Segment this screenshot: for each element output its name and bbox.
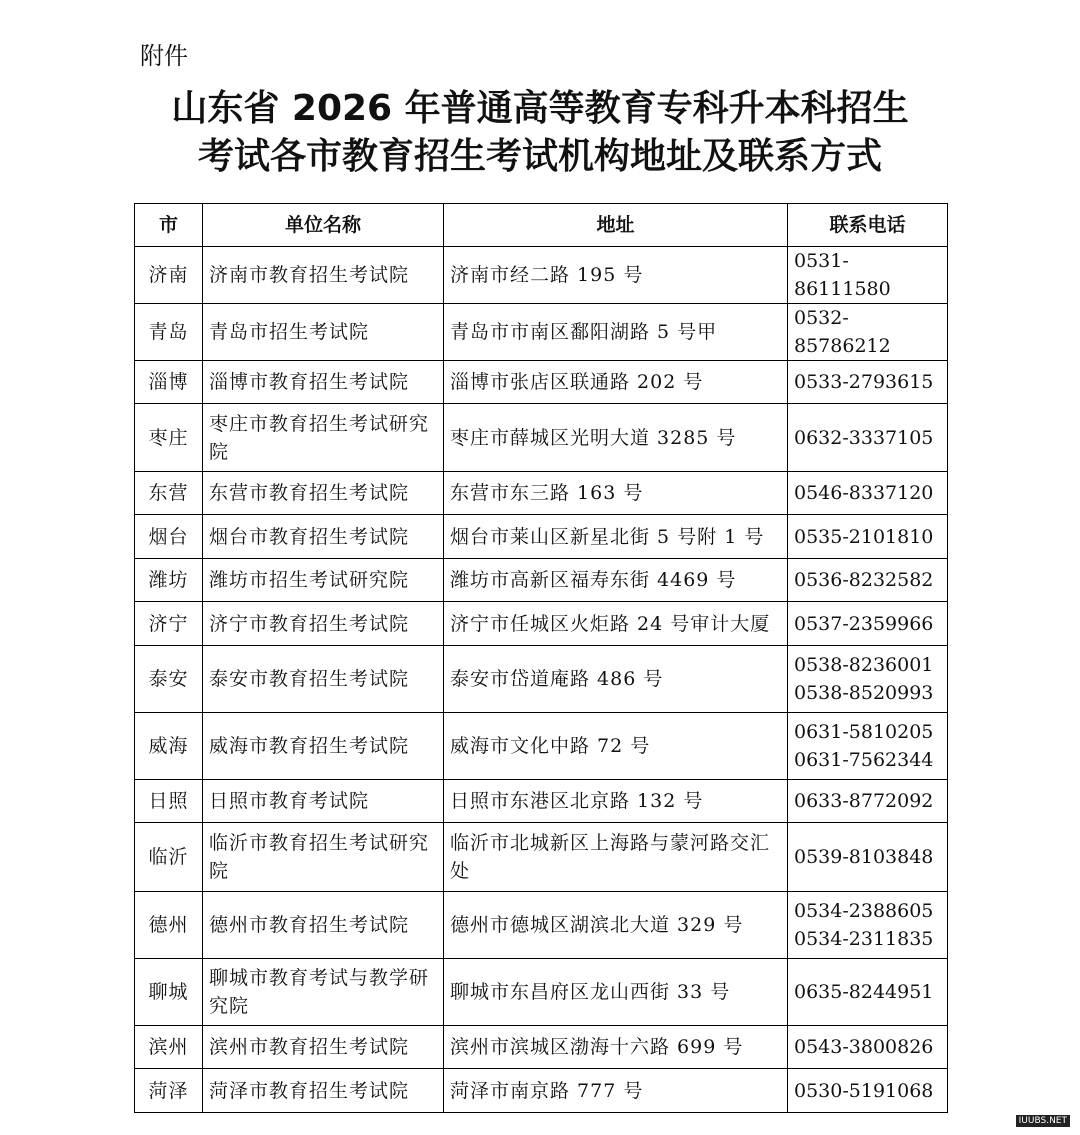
header-phone: 联系电话	[788, 204, 948, 247]
org-name-cell: 德州市教育招生考试院	[203, 892, 444, 959]
org-name-cell: 滨州市教育招生考试院	[203, 1026, 444, 1069]
address-cell: 枣庄市薛城区光明大道 3285 号	[444, 404, 788, 472]
phone-cell	[788, 361, 948, 404]
city-cell: 东营	[135, 472, 203, 515]
address-cell: 临沂市北城新区上海路与蒙河路交汇处	[444, 823, 788, 892]
phone-number: 0631-7562344	[794, 749, 934, 771]
city-cell: 滨州	[135, 1026, 203, 1069]
table-row	[135, 892, 948, 959]
org-name-cell: 枣庄市教育招生考试研究院	[203, 404, 444, 472]
city-cell: 泰安	[135, 646, 203, 713]
city-cell: 日照	[135, 780, 203, 823]
phone-cell	[788, 823, 948, 892]
header-org: 单位名称	[203, 204, 444, 247]
phone-cell	[788, 892, 948, 959]
table-row	[135, 304, 948, 361]
phone-number: 0531-86111580	[794, 250, 891, 300]
phone-number: 0538-8236001	[794, 654, 934, 676]
org-name-cell: 临沂市教育招生考试研究院	[203, 823, 444, 892]
city-cell: 淄博	[135, 361, 203, 404]
header-address: 地址	[444, 204, 788, 247]
phone-cell	[788, 959, 948, 1026]
phone-number: 0543-3800826	[794, 1036, 934, 1058]
org-name-cell: 青岛市招生考试院	[203, 304, 444, 361]
table-row	[135, 1026, 948, 1069]
document-title-line2: 考试各市教育招生考试机构地址及联系方式	[197, 136, 882, 177]
city-cell: 济宁	[135, 602, 203, 646]
table-row	[135, 646, 948, 713]
phone-cell	[788, 646, 948, 713]
table-row	[135, 361, 948, 404]
address-cell: 威海市文化中路 72 号	[444, 713, 788, 780]
table-row	[135, 1069, 948, 1113]
document-title-line1: 山东省 2026 年普通高等教育专科升本科招生	[171, 88, 909, 129]
city-cell: 济南	[135, 247, 203, 304]
table-row	[135, 959, 948, 1026]
org-name-cell: 济宁市教育招生考试院	[203, 602, 444, 646]
city-cell: 威海	[135, 713, 203, 780]
address-cell: 济宁市任城区火炬路 24 号审计大厦	[444, 602, 788, 646]
phone-number: 0635-8244951	[794, 981, 934, 1003]
phone-number: 0530-5191068	[794, 1079, 934, 1102]
org-name-cell: 日照市教育考试院	[203, 780, 444, 823]
table-row	[135, 404, 948, 472]
address-cell: 滨州市滨城区渤海十六路 699 号	[444, 1026, 788, 1069]
city-cell: 菏泽	[135, 1069, 203, 1113]
org-name-cell: 菏泽市教育招生考试院	[203, 1069, 444, 1113]
phone-number: 0631-5810205	[794, 721, 934, 743]
address-cell: 东营市东三路 163 号	[444, 472, 788, 515]
address-cell: 烟台市莱山区新星北街 5 号附 1 号	[444, 515, 788, 559]
phone-cell	[788, 559, 948, 602]
phone-number: 0546-8337120	[794, 482, 934, 504]
table-row	[135, 472, 948, 515]
phone-cell	[788, 404, 948, 472]
table-row	[135, 823, 948, 892]
city-cell: 聊城	[135, 959, 203, 1026]
phone-number: 0537-2359966	[794, 612, 934, 635]
phone-number: 0536-8232582	[794, 569, 934, 591]
phone-cell	[788, 1026, 948, 1069]
address-cell: 菏泽市南京路 777 号	[444, 1069, 788, 1113]
table-row	[135, 515, 948, 559]
org-name-cell: 济南市教育招生考试院	[203, 247, 444, 304]
phone-number: 0539-8103848	[794, 846, 934, 868]
city-cell: 临沂	[135, 823, 203, 892]
address-cell: 德州市德城区湖滨北大道 329 号	[444, 892, 788, 959]
phone-cell	[788, 780, 948, 823]
phone-number: 0533-2793615	[794, 371, 934, 393]
address-cell: 潍坊市高新区福寿东街 4469 号	[444, 559, 788, 602]
table-row	[135, 602, 948, 646]
org-name-cell: 聊城市教育考试与教学研究院	[203, 959, 444, 1026]
org-name-cell: 东营市教育招生考试院	[203, 472, 444, 515]
address-cell: 济南市经二路 195 号	[444, 247, 788, 304]
phone-cell	[788, 1069, 948, 1113]
city-cell: 枣庄	[135, 404, 203, 472]
watermark: IUUBS.NET	[1016, 1115, 1070, 1127]
phone-cell	[788, 304, 948, 361]
phone-cell	[788, 515, 948, 559]
phone-number: 0534-2388605	[794, 900, 934, 922]
org-name-cell: 淄博市教育招生考试院	[203, 361, 444, 404]
city-cell: 烟台	[135, 515, 203, 559]
address-cell: 日照市东港区北京路 132 号	[444, 780, 788, 823]
city-cell: 青岛	[135, 304, 203, 361]
address-cell: 聊城市东昌府区龙山西街 33 号	[444, 959, 788, 1026]
org-name-cell: 威海市教育招生考试院	[203, 713, 444, 780]
org-name-cell: 烟台市教育招生考试院	[203, 515, 444, 559]
contact-table	[134, 203, 948, 1113]
phone-number: 0633-8772092	[794, 790, 934, 812]
org-name-cell: 潍坊市招生考试研究院	[203, 559, 444, 602]
phone-number: 0532-85786212	[794, 307, 891, 357]
phone-number: 0632-3337105	[794, 426, 934, 449]
address-cell: 青岛市市南区鄱阳湖路 5 号甲	[444, 304, 788, 361]
table-body	[135, 247, 948, 1113]
phone-cell	[788, 602, 948, 646]
phone-number: 0538-8520993	[794, 682, 934, 704]
header-city: 市	[135, 204, 203, 247]
city-cell: 德州	[135, 892, 203, 959]
phone-number: 0534-2311835	[794, 928, 934, 950]
table-row	[135, 559, 948, 602]
org-name-cell: 泰安市教育招生考试院	[203, 646, 444, 713]
city-cell: 潍坊	[135, 559, 203, 602]
phone-cell	[788, 472, 948, 515]
table-row	[135, 780, 948, 823]
address-cell: 泰安市岱道庵路 486 号	[444, 646, 788, 713]
phone-cell	[788, 247, 948, 304]
phone-number: 0535-2101810	[794, 525, 934, 548]
address-cell: 淄博市张店区联通路 202 号	[444, 361, 788, 404]
attachment-label: 附件	[140, 42, 188, 70]
phone-cell	[788, 713, 948, 780]
table-row	[135, 713, 948, 780]
table-row	[135, 247, 948, 304]
table-header-row	[135, 204, 948, 247]
